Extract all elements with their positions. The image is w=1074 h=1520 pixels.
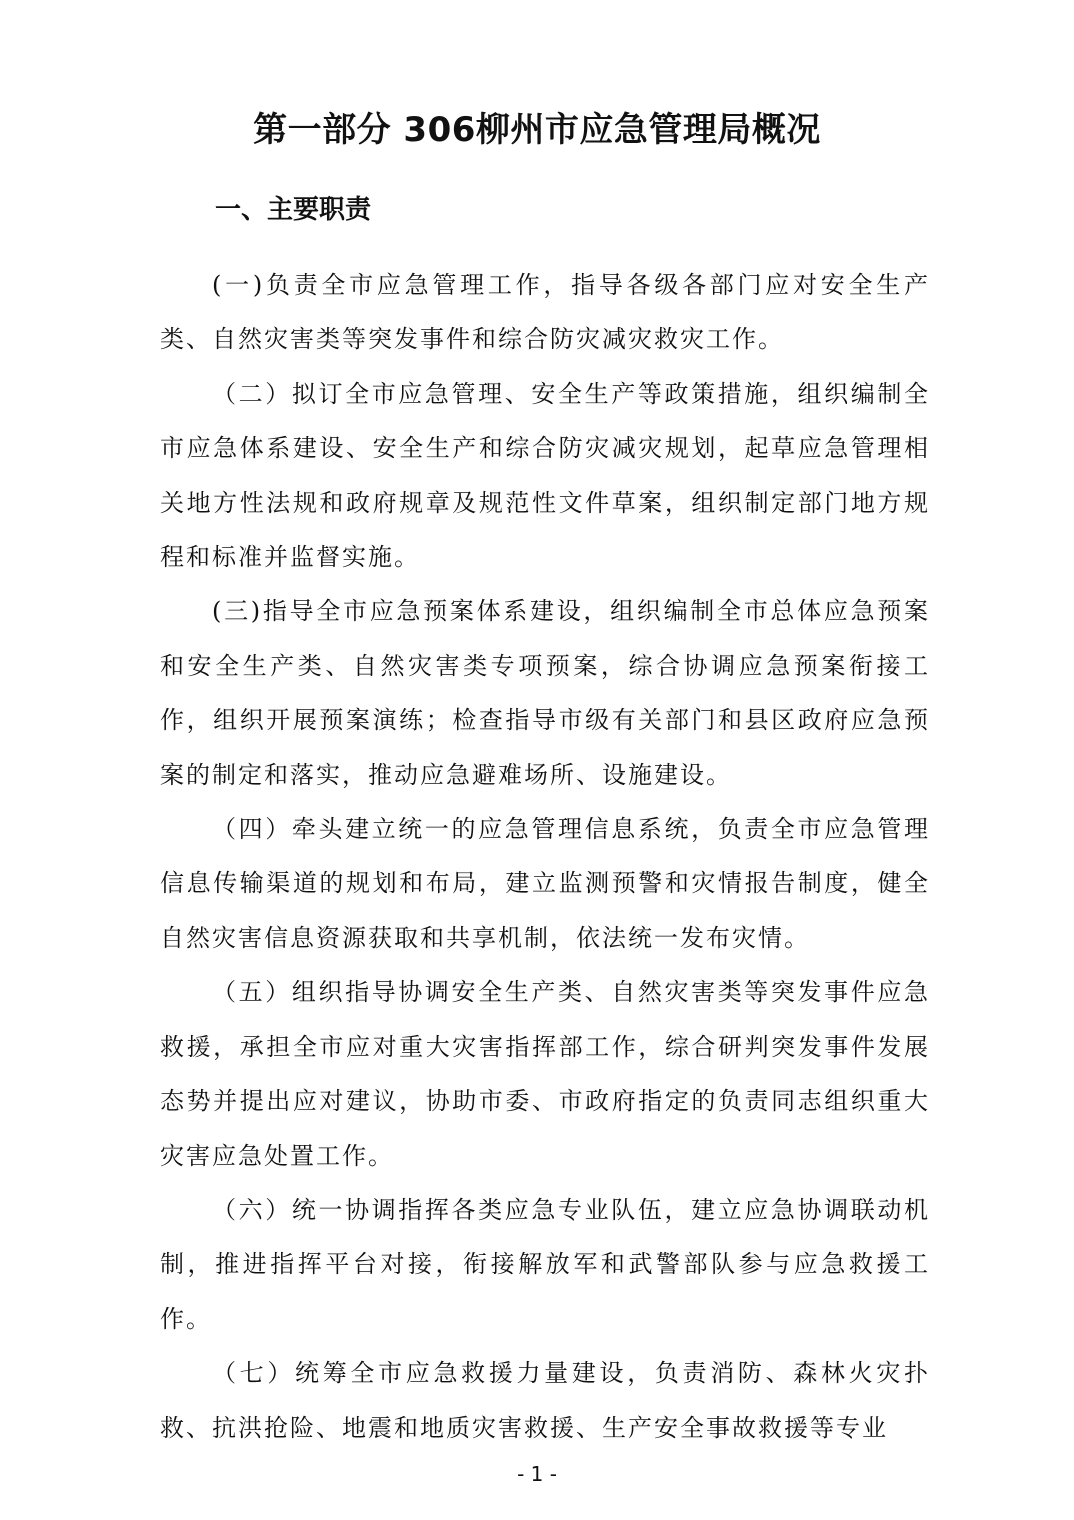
paragraph-duty-6: （六）统一协调指挥各类应急专业队伍，建立应急协调联动机制，推进指挥平台对接，衔接解放军和武警部队参与应急救援工作。 bbox=[160, 1195, 930, 1333]
paragraph-duty-1: (一)负责全市应急管理工作，指导各级各部门应对安全生产类、自然灾害类等突发事件和综合防灾减灾救灾工作。 bbox=[160, 271, 930, 354]
paragraph-duty-4: （四）牵头建立统一的应急管理信息系统，负责全市应急管理信息传输渠道的规划和布局，建立监测预警和灾情报告制度，健全自然灾害信息资源获取和共享机制，依法统一发布灾情。 bbox=[160, 815, 930, 952]
document-title: 第一部分 306柳州市应急管理局概况 bbox=[253, 110, 821, 150]
paragraph-duty-2: （二）拟订全市应急管理、安全生产等政策措施，组织编制全市应急体系建设、安全生产和综合防灾减灾规划，起草应急管理相关地方性法规和政府规章及规范性文件草案，组织制定部门地方规程和标准并监督实施。 bbox=[160, 379, 930, 572]
paragraph-duty-7: （七）统筹全市应急救援力量建设，负责消防、森林火灾扑救、抗洪抢险、地震和地质灾害救援、生产安全事故救援等专业 bbox=[160, 1359, 930, 1442]
section-heading: 一、主要职责 bbox=[215, 195, 372, 225]
page-number: - 1 - bbox=[517, 1462, 557, 1486]
body-text bbox=[160, 258, 930, 1455]
paragraph-duty-5: （五）组织指导协调安全生产类、自然灾害类等突发事件应急救援，承担全市应对重大灾害指挥部工作，综合研判突发事件发展态势并提出应对建议，协助市委、市政府指定的负责同志组织重大灾害应急处置工作。 bbox=[160, 978, 930, 1170]
paragraph-duty-3: (三)指导全市应急预案体系建设，组织编制全市总体应急预案和安全生产类、自然灾害类专项预案，综合协调应急预案衔接工作，组织开展预案演练；检查指导市级有关部门和县区政府应急预案的制定和落实，推动应急避难场所、设施建设。 bbox=[160, 597, 930, 789]
